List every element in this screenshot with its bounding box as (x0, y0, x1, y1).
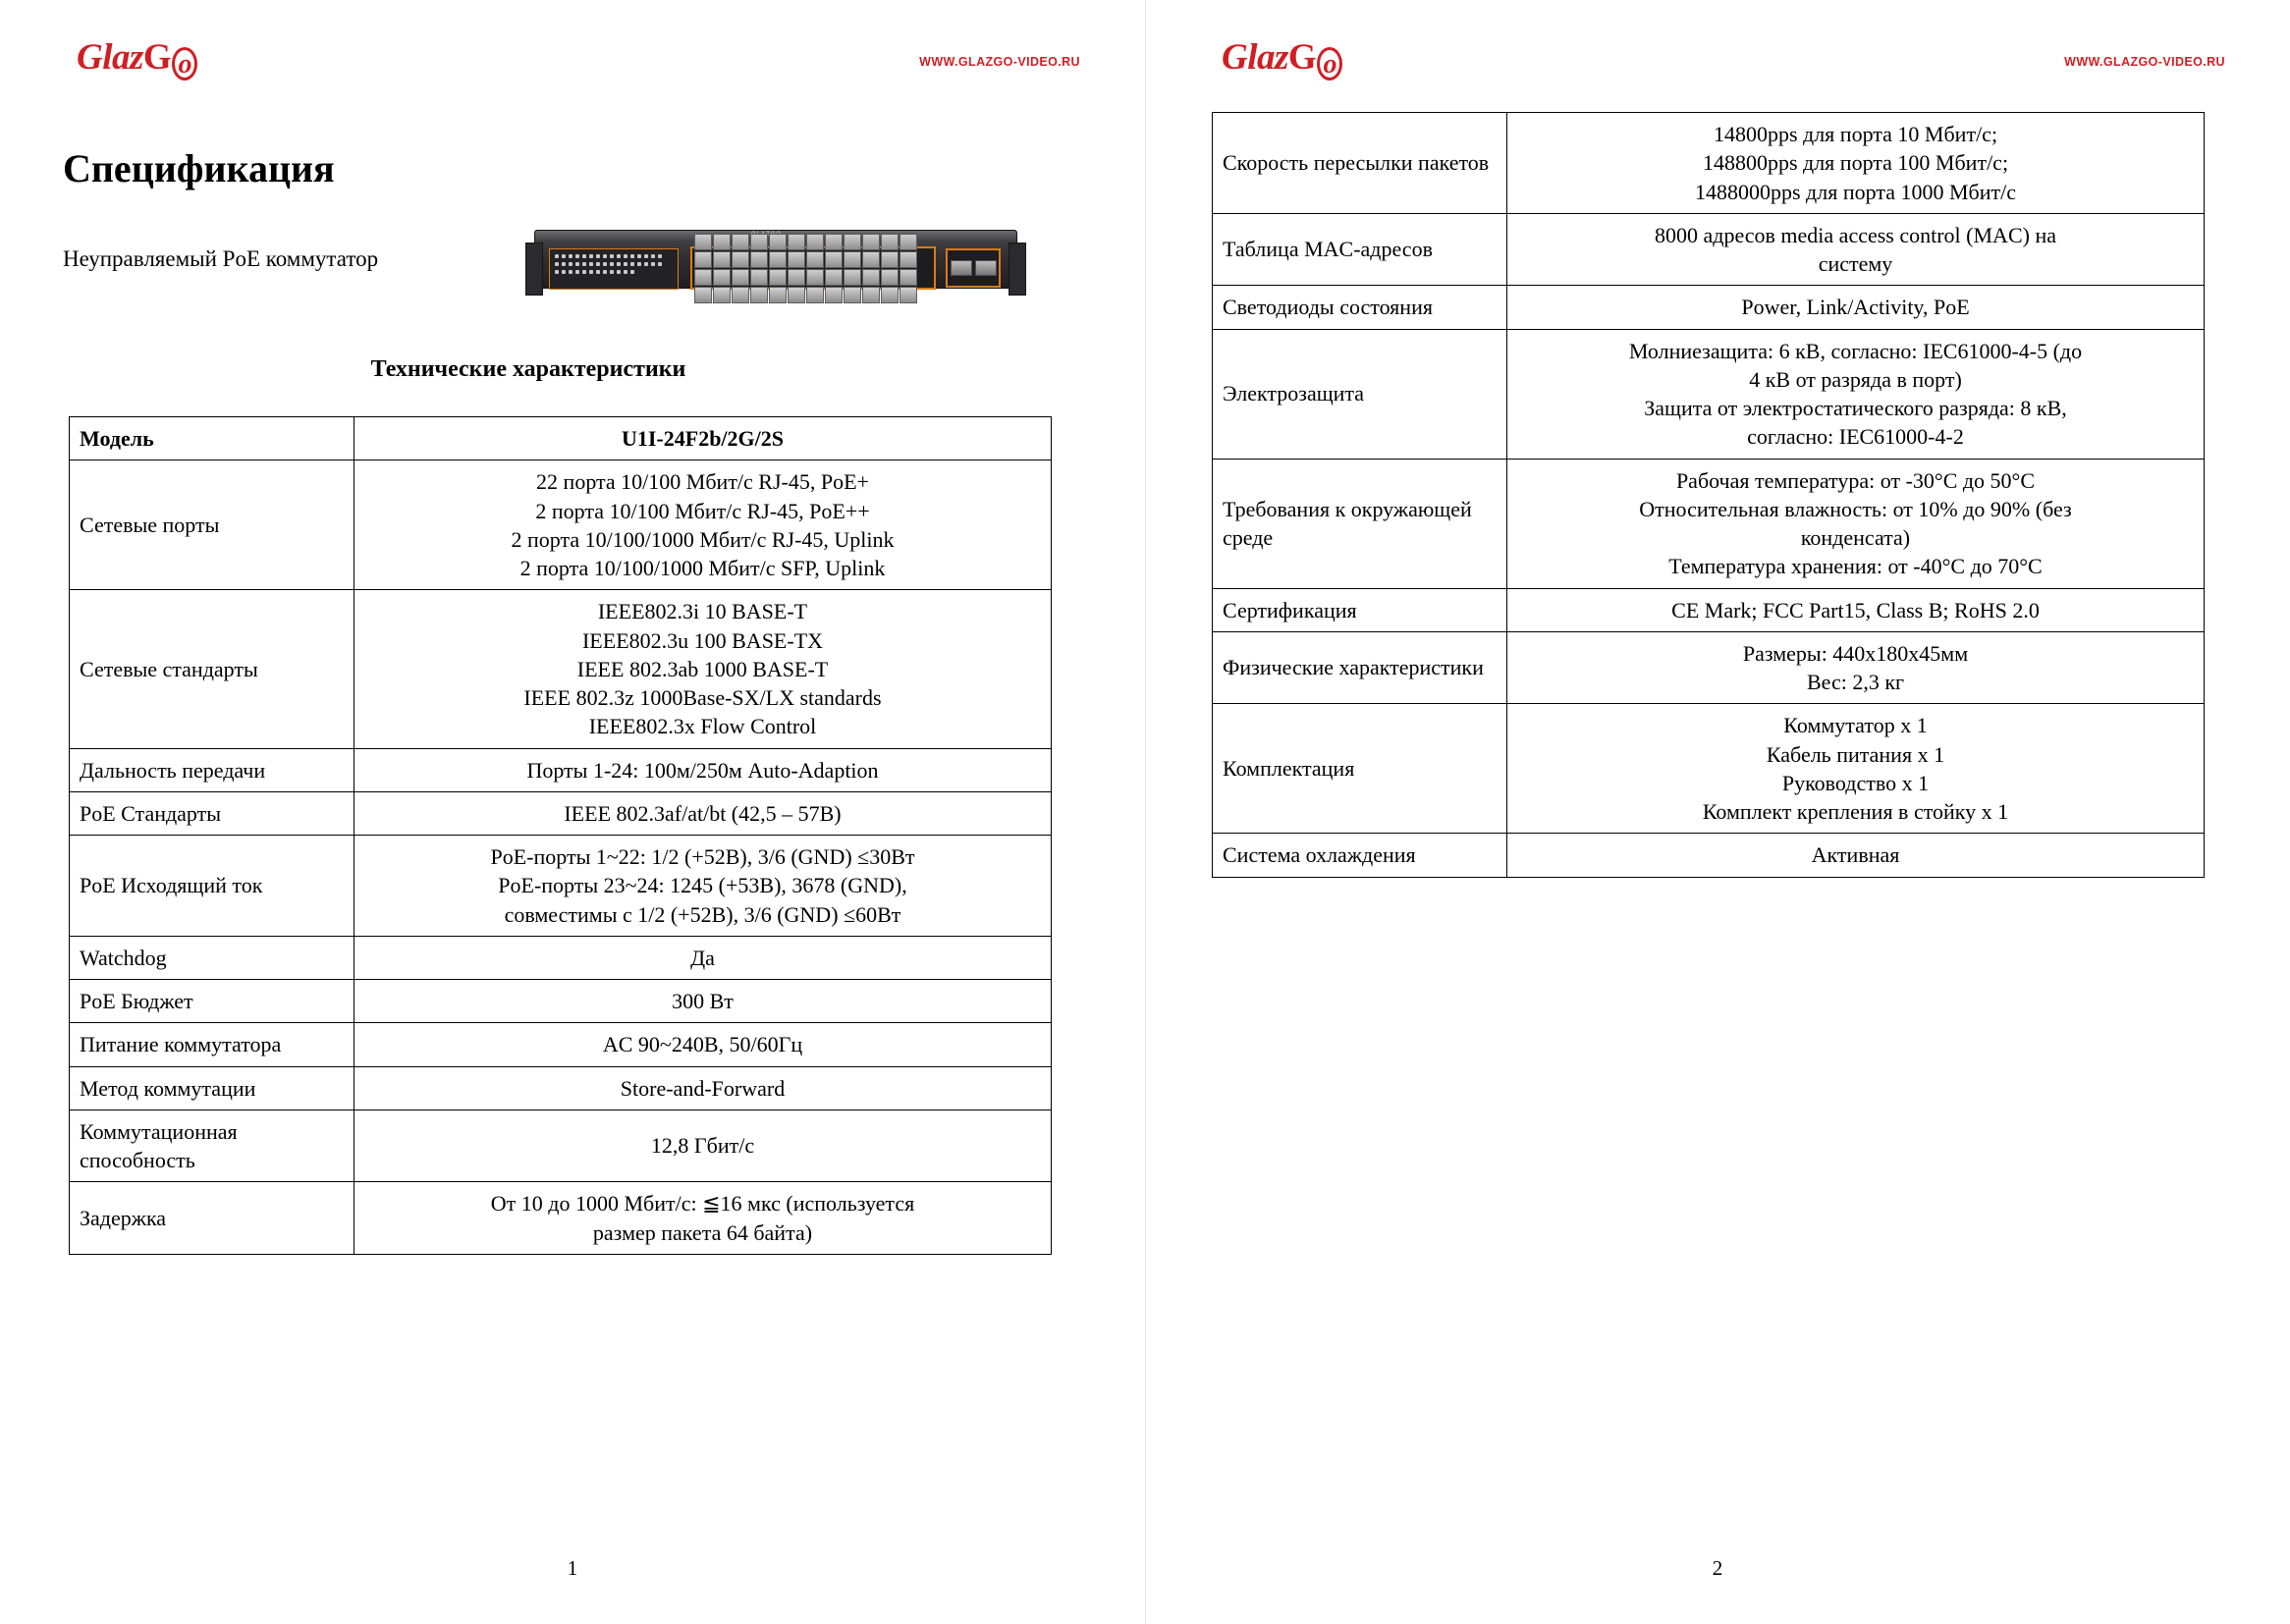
switch-rack-ear-left (525, 243, 543, 296)
spec-value-line: 1488000pps для порта 1000 Мбит/с (1694, 179, 2016, 204)
table-body-page-1 (70, 417, 1052, 1255)
spec-value-line: IEEE 802.3ab 1000 BASE-T (576, 656, 829, 681)
spec-value (1507, 113, 2205, 214)
spec-value-line: PoE-порты 23~24: 1245 (+53В), 3678 (GND), (498, 873, 907, 898)
spec-label: Комплектация (1213, 704, 1507, 834)
table-row (1213, 459, 2205, 588)
spec-value (1507, 329, 2205, 459)
brand-logo (59, 39, 198, 81)
spec-value-line: Руководство x 1 (1781, 770, 1930, 795)
page-title: Спецификация (63, 146, 335, 190)
table-row (70, 836, 1052, 937)
page-number-2: 2 (1712, 1556, 1723, 1580)
spec-value (1507, 834, 2205, 877)
spec-value-line: Защита от электростатического разряда: 8 кВ, (1644, 396, 2067, 420)
page-2 (1145, 0, 2290, 1624)
spec-value (1507, 286, 2205, 329)
table-row (1213, 588, 2205, 631)
table-row (1213, 834, 2205, 877)
spec-value-line: систему (1818, 251, 1893, 276)
table-row (1213, 631, 2205, 704)
spec-label: Питание коммутатора (70, 1023, 354, 1066)
site-url-page-2: WWW.GLAZGO-VIDEO.RU (2064, 55, 2225, 69)
spec-value-line: Активная (1811, 842, 1900, 868)
spec-value-line: Коммутатор x 1 (1783, 713, 1928, 738)
spec-value-line: Температура хранения: от -40°C до 70°C (1668, 554, 2043, 579)
table-row (1213, 286, 2205, 329)
switch-led-array (555, 254, 671, 278)
spec-value-line: IEEE802.3x Flow Control (588, 714, 817, 739)
spec-label: Модель (70, 417, 354, 460)
spec-label: Электрозащита (1213, 329, 1507, 459)
table-row (1213, 113, 2205, 214)
table-row (70, 980, 1052, 1023)
table-row (70, 748, 1052, 791)
spec-value-line: 300 Вт (672, 989, 734, 1013)
table-row (70, 791, 1052, 835)
spec-label: Метод коммутации (70, 1066, 354, 1110)
spec-value (354, 836, 1052, 937)
spec-value-line: 2 порта 10/100 Мбит/с RJ-45, PoE++ (535, 498, 870, 523)
brand-logo-page-2 (1204, 39, 1343, 81)
table-row (70, 1182, 1052, 1255)
spec-value-line: Рабочая температура: от -30°C до 50°C (1675, 467, 2036, 493)
spec-value-line: Да (690, 945, 715, 970)
brand-logo-part2-page-2: G (1287, 37, 1317, 78)
spec-label: Сетевые стандарты (70, 590, 354, 748)
poe-switch-image (534, 222, 1015, 297)
spec-value-line: Вес: 2,3 кг (1806, 670, 1905, 694)
spec-label: Система охлаждения (1213, 834, 1507, 877)
table-row (1213, 329, 2205, 459)
spec-value-line: CE Mark; FCC Part15, Class B; RoHS 2.0 (1671, 597, 2040, 623)
brand-logo-ring: o (172, 47, 197, 81)
spec-value-line: 4 кВ от разряда в порт) (1749, 366, 1962, 392)
spec-value-line: От 10 до 1000 Мбит/с: ≦16 мкс (используется (490, 1191, 915, 1217)
switch-rj45-ports (690, 246, 936, 290)
spec-value-line: 148800pps для порта 100 Мбит/с; (1702, 150, 2009, 176)
page-number-1: 1 (567, 1556, 578, 1580)
spec-value-line: согласно: IEC61000-4-2 (1747, 424, 1964, 450)
spec-value (354, 1023, 1052, 1066)
spec-label: PoE Стандарты (70, 791, 354, 835)
spec-value (354, 980, 1052, 1023)
specification-table-page-2 (1212, 112, 2205, 878)
spec-value-line: Power, Link/Activity, PoE (1741, 295, 1970, 320)
spec-value (1507, 704, 2205, 834)
spec-label: Физические характеристики (1213, 631, 1507, 704)
table-row (70, 1023, 1052, 1066)
spec-value (354, 748, 1052, 791)
spec-value-line: PoE-порты 1~22: 1/2 (+52В), 3/6 (GND) ≤30Вт (490, 844, 915, 869)
spec-value (1507, 588, 2205, 631)
spec-value-line: 8000 адресов media access control (MAC) на (1655, 222, 2056, 247)
table-row (1213, 213, 2205, 286)
table-row (70, 1110, 1052, 1182)
site-url-page-1: WWW.GLAZGO-VIDEO.RU (919, 55, 1080, 69)
spec-value-line: IEEE802.3i 10 BASE-T (597, 599, 808, 624)
brand-logo-ring-page-2: o (1317, 47, 1342, 81)
spec-value-line: U1I-24F2b/2G/2S (621, 426, 785, 451)
intro-row (59, 217, 1086, 301)
spec-value (354, 417, 1052, 460)
table-row (70, 936, 1052, 979)
table-body-page-2 (1213, 113, 2205, 878)
spec-value (1507, 459, 2205, 588)
spec-label: Требования к окружающей среде (1213, 459, 1507, 588)
switch-sfp-ports (946, 248, 1001, 288)
spec-value (354, 1110, 1052, 1182)
spec-label: Дальность передачи (70, 748, 354, 791)
switch-chassis (534, 230, 1017, 289)
spec-value-line: AC 90~240В, 50/60Гц (602, 1032, 803, 1057)
spec-label: Задержка (70, 1182, 354, 1255)
spec-value-line: Молниезащита: 6 кВ, согласно: IEC61000-4-5 (до (1628, 338, 2083, 363)
spec-value (354, 1066, 1052, 1110)
spec-label: Светодиоды состояния (1213, 286, 1507, 329)
spec-label: Коммутационная способность (70, 1110, 354, 1182)
page-2-header (1204, 39, 2231, 98)
brand-logo-part1-page-2: Glaz (1222, 37, 1288, 78)
brand-logo-part1: Glaz (77, 37, 143, 78)
spec-value-line: 22 порта 10/100 Мбит/с RJ-45, PoE+ (536, 469, 869, 495)
spec-value-line: Комплект крепления в стойку x 1 (1702, 799, 2009, 824)
spec-value (354, 590, 1052, 748)
spec-label: Скорость пересылки пакетов (1213, 113, 1507, 214)
spec-label: Сетевые порты (70, 460, 354, 590)
spec-value-line: IEEE802.3u 100 BASE-TX (581, 627, 824, 653)
spec-value (1507, 213, 2205, 286)
spec-value-line: Размеры: 440x180x45мм (1742, 640, 1969, 666)
spec-value-line: Порты 1-24: 100м/250м Auto-Adaption (526, 757, 879, 783)
spec-value-line: Относительная влажность: от 10% до 90% (без (1639, 496, 2072, 521)
spec-label: Watchdog (70, 936, 354, 979)
spec-value-line: размер пакета 64 байта) (592, 1219, 813, 1245)
spec-value-line: Store-and-Forward (620, 1075, 786, 1101)
spec-value (354, 1182, 1052, 1255)
page-1-header (59, 39, 1086, 98)
spec-value (1507, 631, 2205, 704)
spec-label: PoE Исходящий ток (70, 836, 354, 937)
switch-rack-ear-right (1009, 243, 1026, 296)
spec-value-line: 14800pps для порта 10 Мбит/с; (1713, 122, 1998, 146)
table-row (70, 1066, 1052, 1110)
table-row (70, 460, 1052, 590)
spec-label: PoE Бюджет (70, 980, 354, 1023)
specification-table-page-1 (69, 416, 1052, 1255)
brand-logo-part2: G (142, 37, 172, 78)
spec-value-line: 12,8 Гбит/с (650, 1133, 755, 1159)
spec-value-line: IEEE 802.3af/at/bt (42,5 – 57В) (564, 800, 842, 826)
product-subtitle: Неуправляемый PoE коммутатор (63, 246, 379, 271)
spec-value-line: 2 порта 10/100/1000 Мбит/с SFP, Uplink (519, 556, 886, 580)
spec-value-line: 2 порта 10/100/1000 Мбит/с RJ-45, Uplink (511, 526, 895, 552)
table-row (1213, 704, 2205, 834)
section-title: Технические характеристики (370, 356, 686, 382)
spec-label: Таблица MAC-адресов (1213, 213, 1507, 286)
spec-value (354, 936, 1052, 979)
spec-value-line: IEEE 802.3z 1000Base-SX/LX standards (523, 685, 882, 710)
spec-value (354, 460, 1052, 590)
spec-value-line: конденсата) (1800, 525, 1911, 550)
spec-label: Сертификация (1213, 588, 1507, 631)
spec-value (354, 791, 1052, 835)
table-row (70, 590, 1052, 748)
table-row (70, 417, 1052, 460)
spec-value-line: Кабель питания x 1 (1766, 741, 1945, 767)
spec-value-line: совместимы с 1/2 (+52В), 3/6 (GND) ≤60Вт (504, 901, 901, 927)
